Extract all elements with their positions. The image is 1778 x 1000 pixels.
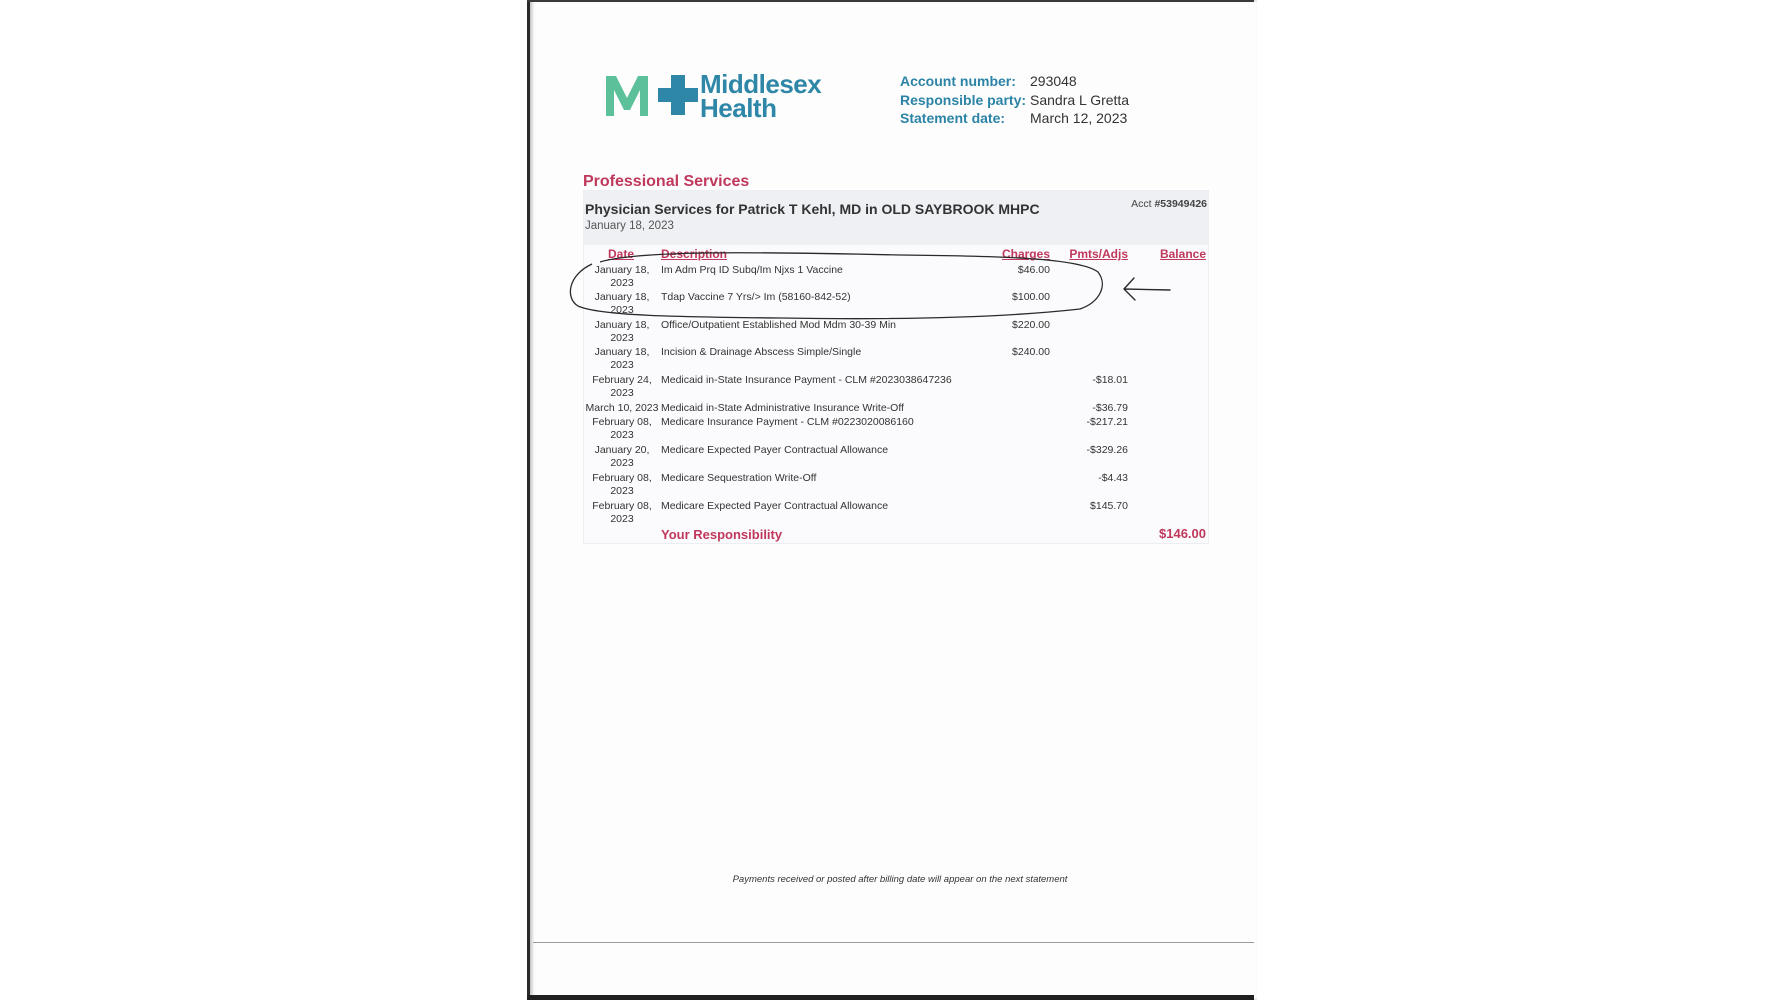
table-row (584, 416, 1208, 442)
row-date-line2: 2023 (610, 485, 634, 497)
row-date-line1: February 24, (592, 374, 652, 386)
row-description: Medicare Expected Payer Contractual Allowance (661, 500, 889, 512)
table-row (584, 264, 1208, 290)
acct-number (1131, 198, 1207, 210)
row-description: Tdap Vaccine 7 Yrs/> Im (58160-842-52) (661, 291, 851, 303)
row-description: Medicaid in-State Insurance Payment - CLM #2023038647236 (661, 374, 952, 386)
physician-services-heading: Physician Services for Patrick T Kehl, MD in OLD SAYBROOK MHPC (585, 201, 1040, 217)
row-charges: $46.00 (1017, 264, 1050, 276)
statement-date-row (900, 109, 1129, 128)
row-description: Medicare Insurance Payment - CLM #0223020086160 (661, 416, 914, 428)
table-row (584, 374, 1208, 400)
row-charges: $220.00 (1012, 319, 1050, 331)
account-info (900, 72, 1129, 128)
row-description: Medicaid in-State Administrative Insurance Write-Off (661, 402, 904, 414)
row-payments: -$329.26 (1086, 444, 1128, 456)
row-payments: -$217.21 (1086, 416, 1128, 428)
responsible-party-row (900, 91, 1129, 110)
row-date-line2: 2023 (610, 457, 634, 469)
service-date: January 18, 2023 (585, 220, 674, 232)
column-header-date: Date (608, 247, 635, 261)
row-date-line1: January 18, (594, 291, 650, 303)
responsible-party-label: Responsible party: (900, 91, 1027, 108)
acct-prefix: Acct (1131, 198, 1155, 210)
row-date (584, 346, 660, 372)
row-date-line2: 2023 (610, 429, 634, 441)
table-row (584, 402, 1208, 416)
row-date-line2: 2023 (610, 513, 634, 525)
row-charges: $240.00 (1012, 346, 1050, 358)
row-description: Medicare Sequestration Write-Off (661, 472, 817, 484)
statement-date-value: March 12, 2023 (1030, 110, 1128, 126)
row-date-line1: February 08, (592, 472, 652, 484)
row-date (584, 319, 660, 345)
page-bottom-edge (527, 995, 1254, 1000)
row-date-line2: 2023 (610, 277, 634, 289)
row-payments: -$18.01 (1092, 374, 1128, 386)
row-date-line2: 2023 (610, 304, 634, 316)
table-row (584, 291, 1208, 317)
middlesex-health-logo-icon (602, 72, 702, 118)
column-header-description: Description (661, 247, 728, 261)
account-number-label: Account number: (900, 73, 1016, 89)
row-date-line1: January 20, (594, 444, 650, 456)
row-date-line1: January 18, (594, 346, 650, 358)
acct-number-value: #53949426 (1154, 198, 1207, 210)
section-title: Professional Services (583, 173, 750, 190)
row-date-line1: March 10, 2023 (585, 402, 659, 414)
row-date-line1: February 08, (592, 416, 652, 428)
account-number-value: 293048 (1030, 73, 1077, 89)
page-top-edge (527, 0, 1254, 2)
table-row (584, 472, 1208, 498)
row-date (584, 291, 660, 317)
row-date (584, 374, 660, 400)
row-description: Office/Outpatient Established Mod Mdm 30-39 Min (661, 319, 897, 331)
panel-header (584, 191, 1208, 245)
table-row (584, 444, 1208, 470)
your-responsibility-label: Your Responsibility (661, 527, 783, 542)
row-date (584, 416, 660, 442)
row-date (584, 402, 660, 415)
row-date-line1: February 08, (592, 500, 652, 512)
row-date (584, 500, 660, 526)
footer-note: Payments received or posted after billing date will appear on the next statement (732, 874, 1068, 885)
row-description: Incision & Drainage Abscess Simple/Single (661, 346, 862, 358)
fold-line (533, 942, 1254, 943)
row-description: Im Adm Prq ID Subq/Im Njxs 1 Vaccine (661, 264, 843, 276)
statement-date-label: Statement date: (900, 110, 1006, 126)
row-payments: -$4.43 (1098, 472, 1128, 484)
your-responsibility-value: $146.00 (1159, 526, 1206, 541)
row-date-line1: January 18, (594, 264, 650, 276)
row-date-line1: January 18, (594, 319, 650, 331)
account-number-row (900, 72, 1129, 91)
brand-line-1: Middlesex (700, 69, 822, 99)
responsible-party-value: Sandra L Gretta (1030, 91, 1130, 108)
brand-name (700, 69, 822, 123)
row-charges: $100.00 (1012, 291, 1050, 303)
row-payments: $145.70 (1090, 500, 1128, 512)
table-row (584, 500, 1208, 526)
table-row (584, 319, 1208, 345)
column-header-balance: Balance (1159, 247, 1206, 261)
column-header-payments: Pmts/Adjs (1069, 247, 1128, 261)
row-description: Medicare Expected Payer Contractual Allowance (661, 444, 889, 456)
column-header-charges: Charges (1001, 247, 1050, 261)
services-panel (583, 190, 1209, 544)
row-date-line2: 2023 (610, 332, 634, 344)
row-payments: -$36.79 (1092, 402, 1128, 414)
row-date (584, 444, 660, 470)
table-row (584, 346, 1208, 372)
brand-line-2: Health (700, 93, 777, 123)
row-date-line2: 2023 (610, 387, 634, 399)
row-date-line2: 2023 (610, 359, 634, 371)
row-date (584, 472, 660, 498)
row-date (584, 264, 660, 290)
